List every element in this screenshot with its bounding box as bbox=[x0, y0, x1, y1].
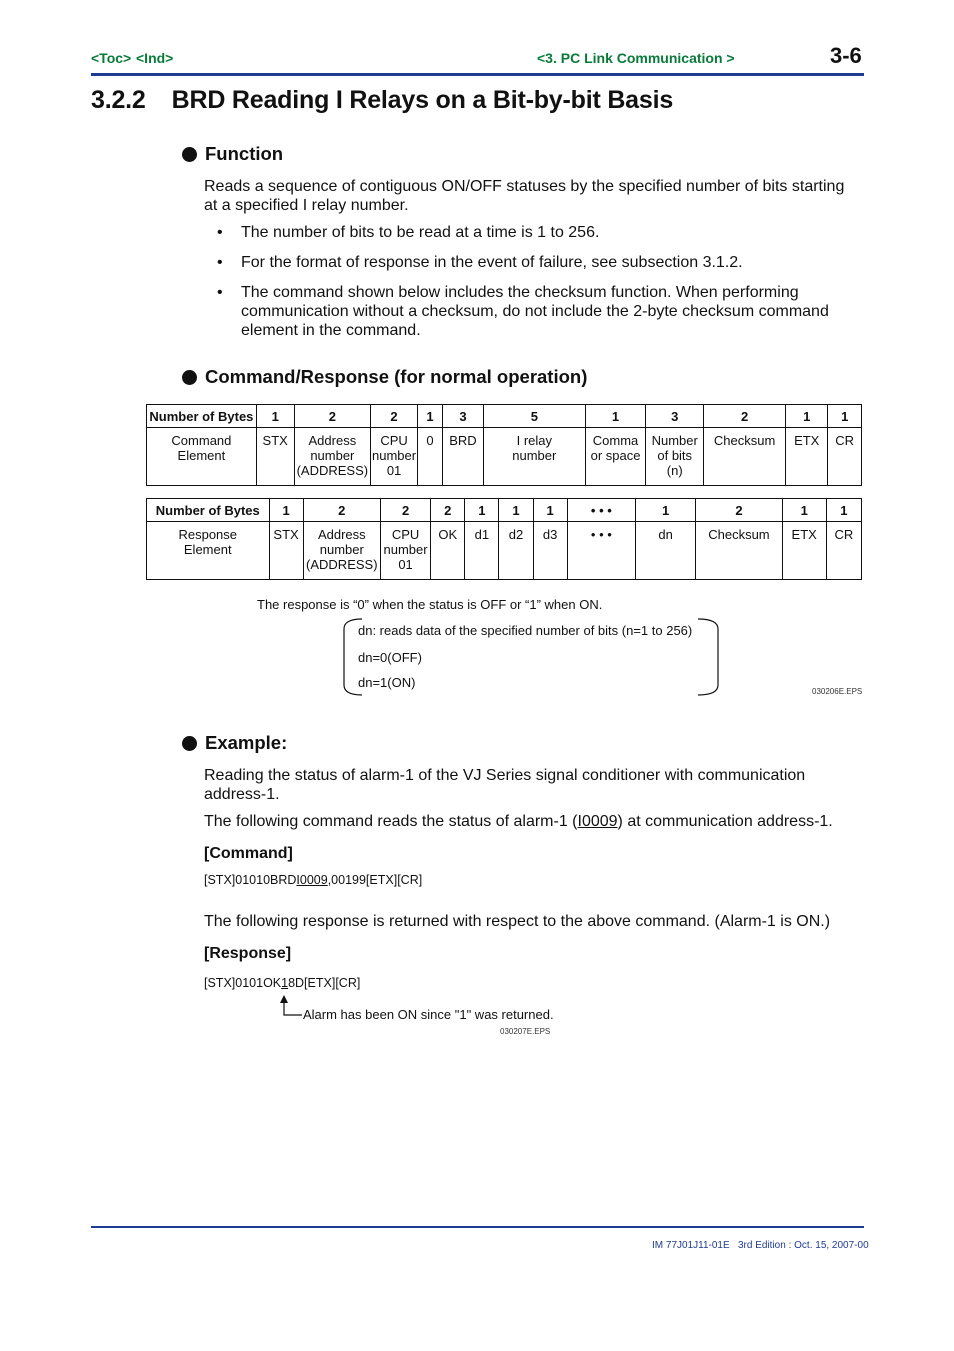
response-label: [Response] bbox=[204, 945, 292, 962]
figure-id-2: 030207E.EPS bbox=[500, 1027, 551, 1036]
element-label bbox=[147, 428, 257, 486]
element-text: number bbox=[319, 542, 364, 557]
element-text: Checksum bbox=[708, 527, 770, 542]
bytes-cell: 1 bbox=[499, 499, 533, 522]
element-text: CPU bbox=[391, 527, 420, 542]
element-text: number bbox=[512, 448, 557, 463]
element-cell bbox=[294, 428, 371, 486]
cmd-resp-heading-text: Command/Response (for normal operation) bbox=[205, 366, 588, 387]
element-cell bbox=[826, 522, 861, 580]
example-heading-text: Example: bbox=[205, 732, 288, 753]
element-cell bbox=[567, 522, 635, 580]
element-text: (n) bbox=[666, 463, 683, 478]
element-cell bbox=[380, 522, 430, 580]
element-text: STX bbox=[273, 527, 299, 542]
bullet-icon: • bbox=[217, 284, 223, 301]
element-cell bbox=[533, 522, 567, 580]
example-para-1 bbox=[204, 766, 864, 804]
dn-description: dn: reads data of the specified number of bits (n=1 to 256) bbox=[358, 623, 693, 638]
element-text: STX bbox=[262, 433, 288, 448]
element-cell bbox=[782, 522, 826, 580]
command-post: ,00199[ETX][CR] bbox=[327, 873, 423, 887]
command-relay: I0009 bbox=[296, 873, 328, 887]
element-cell bbox=[465, 522, 499, 580]
bytes-cell: 1 bbox=[533, 499, 567, 522]
element-cell bbox=[303, 522, 380, 580]
index-link[interactable]: <Ind> bbox=[136, 50, 174, 66]
bullet-text: For the format of response in the event of failure, see subsection 3.1.2. bbox=[241, 254, 743, 271]
element-text: dn bbox=[658, 527, 673, 542]
example-para-3: The following response is returned with respect to the above command. (Alarm-1 is ON.) bbox=[204, 913, 831, 930]
element-label-line: Element bbox=[177, 448, 226, 463]
bytes-cell: 1 bbox=[636, 499, 696, 522]
element-text: number bbox=[310, 448, 355, 463]
element-text: d3 bbox=[542, 527, 558, 542]
function-heading-text: Function bbox=[205, 143, 284, 164]
response-pre: [STX]0101OK bbox=[204, 976, 282, 990]
bullet-text-line-3: element in the command. bbox=[241, 322, 421, 339]
element-cell bbox=[431, 522, 465, 580]
element-text: Comma bbox=[592, 433, 639, 448]
bullet-text bbox=[241, 283, 861, 340]
example-para-2-pre: The following command reads the status of alarm-1 ( bbox=[204, 813, 578, 830]
element-cell bbox=[828, 428, 862, 486]
section-heading bbox=[91, 86, 673, 115]
example-para-1-line-1: Reading the status of alarm-1 of the VJ Series signal conditioner with communication bbox=[204, 767, 806, 784]
bytes-cell: • • • bbox=[567, 499, 635, 522]
element-text: 01 bbox=[398, 557, 413, 572]
bytes-cell: 1 bbox=[786, 405, 828, 428]
command-label: [Command] bbox=[204, 845, 293, 862]
page-number: 3-6 bbox=[830, 43, 862, 68]
bullet-dot-icon bbox=[182, 147, 197, 162]
element-text: Number bbox=[651, 433, 698, 448]
bytes-cell: 1 bbox=[828, 405, 862, 428]
bytes-cell: 1 bbox=[256, 405, 294, 428]
bytes-cell: 1 bbox=[465, 499, 499, 522]
element-text: of bits bbox=[657, 448, 693, 463]
header-rule bbox=[91, 73, 864, 76]
element-text: (ADDRESS) bbox=[296, 463, 369, 478]
element-cell bbox=[443, 428, 484, 486]
element-cell bbox=[269, 522, 303, 580]
element-text: number bbox=[372, 448, 417, 463]
function-intro bbox=[204, 177, 864, 215]
element-text: ETX bbox=[791, 527, 817, 542]
chapter-link[interactable]: <3. PC Link Communication > bbox=[537, 50, 735, 66]
section-title: BRD Reading I Relays on a Bit-by-bit Basis bbox=[171, 86, 674, 114]
element-text: 0 bbox=[426, 433, 434, 448]
doc-id: IM 77J01J11-01E bbox=[652, 1240, 730, 1251]
command-table bbox=[146, 404, 862, 486]
element-text: CPU bbox=[380, 433, 408, 448]
element-text: or space bbox=[590, 448, 641, 463]
element-text: number bbox=[383, 542, 428, 557]
bytes-cell: 1 bbox=[417, 405, 442, 428]
bullet-dot-icon bbox=[182, 736, 197, 751]
element-text: BRD bbox=[449, 433, 477, 448]
response-element-row bbox=[147, 522, 862, 580]
element-text: d1 bbox=[474, 527, 490, 542]
response-string bbox=[204, 976, 360, 990]
element-text: CR bbox=[835, 433, 855, 448]
element-text: d2 bbox=[508, 527, 524, 542]
element-text: 01 bbox=[386, 463, 402, 478]
footer-rule bbox=[91, 1226, 864, 1228]
bytes-cell: 2 bbox=[704, 405, 786, 428]
bullet-text-line-2: communication without a checksum, do not include the 2-byte checksum command bbox=[241, 303, 829, 320]
response-bytes-row bbox=[147, 499, 862, 522]
dn-on: dn=1(ON) bbox=[358, 675, 416, 690]
element-text: • • • bbox=[590, 527, 612, 542]
bullet-dot-icon bbox=[182, 370, 197, 385]
bytes-cell: 1 bbox=[782, 499, 826, 522]
element-cell bbox=[256, 428, 294, 486]
bytes-cell: 2 bbox=[431, 499, 465, 522]
element-cell bbox=[646, 428, 704, 486]
element-label bbox=[147, 522, 270, 580]
element-cell bbox=[696, 522, 782, 580]
bytes-cell: 2 bbox=[303, 499, 380, 522]
bullet-text-line-1: The command shown below includes the checksum function. When performing bbox=[241, 284, 799, 301]
bytes-cell: 2 bbox=[380, 499, 430, 522]
arrow-note: Alarm has been ON since "1" was returned. bbox=[303, 1007, 554, 1022]
bullet-icon: • bbox=[217, 224, 223, 241]
bullet-icon: • bbox=[217, 254, 223, 271]
command-bytes-row bbox=[147, 405, 862, 428]
edition-info: 3rd Edition : Oct. 15, 2007-00 bbox=[738, 1240, 869, 1251]
element-text: ETX bbox=[794, 433, 820, 448]
response-post: 8D[ETX][CR] bbox=[288, 976, 361, 990]
function-intro-line-2: at a specified I relay number. bbox=[204, 197, 409, 214]
element-text: Address bbox=[308, 433, 357, 448]
relay-number-ref: I0009 bbox=[577, 813, 618, 830]
example-para-2 bbox=[204, 812, 864, 831]
command-element-row bbox=[147, 428, 862, 486]
element-cell bbox=[786, 428, 828, 486]
bytes-cell: 2 bbox=[371, 405, 418, 428]
figure-id-1: 030206E.EPS bbox=[812, 687, 863, 696]
bytes-cell: 1 bbox=[585, 405, 646, 428]
element-cell bbox=[636, 522, 696, 580]
bytes-cell: 3 bbox=[646, 405, 704, 428]
element-text: Address bbox=[317, 527, 366, 542]
response-status-bit: 1 bbox=[281, 976, 289, 990]
example-heading bbox=[182, 732, 287, 754]
bytes-cell: 3 bbox=[443, 405, 484, 428]
function-intro-line-1: Reads a sequence of contiguous ON/OFF statuses by the specified number of bits starting bbox=[204, 178, 845, 195]
toc-link[interactable]: <Toc> bbox=[91, 50, 132, 66]
element-label-line: Element bbox=[183, 542, 232, 557]
element-cell bbox=[371, 428, 418, 486]
bytes-cell: 1 bbox=[826, 499, 861, 522]
cmd-resp-heading bbox=[182, 366, 587, 388]
function-heading bbox=[182, 143, 283, 165]
element-cell bbox=[585, 428, 646, 486]
element-cell bbox=[704, 428, 786, 486]
element-label-line: Response bbox=[178, 527, 238, 542]
bytes-cell: 2 bbox=[294, 405, 371, 428]
bytes-label: Number of Bytes bbox=[147, 405, 257, 428]
element-label-line: Command bbox=[171, 433, 232, 448]
example-para-1-line-2: address-1. bbox=[204, 786, 280, 803]
element-text: Checksum bbox=[713, 433, 776, 448]
element-text: I relay bbox=[516, 433, 552, 448]
response-note: The response is “0” when the status is OFF or “1” when ON. bbox=[257, 597, 603, 612]
element-cell bbox=[417, 428, 442, 486]
bytes-label: Number of Bytes bbox=[147, 499, 270, 522]
bytes-cell: 1 bbox=[269, 499, 303, 522]
example-para-2-post: ) at communication address-1. bbox=[617, 813, 833, 830]
bytes-cell: 5 bbox=[483, 405, 585, 428]
command-string bbox=[204, 873, 422, 887]
dn-off: dn=0(OFF) bbox=[358, 650, 422, 665]
response-table bbox=[146, 498, 862, 580]
element-cell bbox=[483, 428, 585, 486]
command-pre: [STX]01010BRD bbox=[204, 873, 297, 887]
function-bullet-3 bbox=[217, 283, 857, 343]
element-text: CR bbox=[834, 527, 854, 542]
element-text: (ADDRESS) bbox=[306, 557, 378, 572]
element-text: OK bbox=[438, 527, 458, 542]
bytes-cell: 2 bbox=[696, 499, 782, 522]
arrow-up-icon bbox=[280, 993, 304, 1019]
bullet-text: The number of bits to be read at a time is 1 to 256. bbox=[241, 224, 600, 241]
section-number: 3.2.2 bbox=[91, 86, 146, 114]
element-cell bbox=[499, 522, 533, 580]
